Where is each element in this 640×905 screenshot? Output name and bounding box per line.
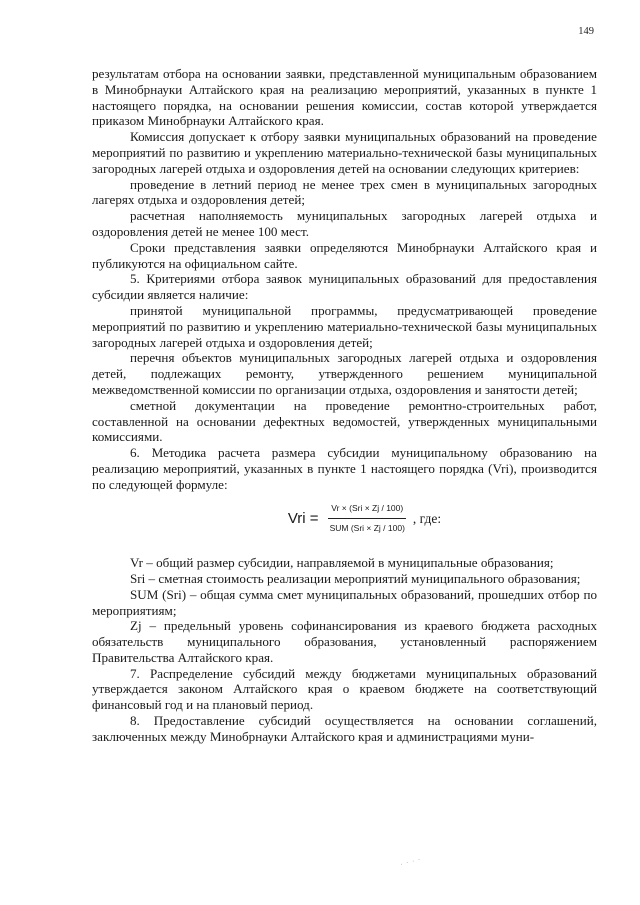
paragraph: 8. Предоставление субсидий осуществляется на основании соглашений, заключенных между Минобрнауки Алтайского края и администрациями муни-: [92, 713, 597, 744]
paragraph: 6. Методика расчета размера субсидии муниципальному образованию на реализацию мероприятий, указанных в пункте 1 настоящего порядка (Vri), производится по следующей формуле:: [92, 445, 597, 492]
paragraph: сметной документации на проведение ремонтно-строительных работ, составленной на основании дефектных ведомостей, утвержденных муниципальными комиссиями.: [92, 397, 597, 445]
paragraph: 7. Распределение субсидий между бюджетами муниципальных образований утверждается законом Алтайского края о краевом бюджете на соответствующий финансовый год и на плановый период.: [92, 665, 597, 713]
formula: [92, 501, 597, 538]
document-body: [92, 66, 597, 745]
paragraph: принятой муниципальной программы, предусматривающей проведение мероприятий по развитию и укреплению материально-технической базы муниципальных загородных лагерей отдыха и оздоровления детей;: [92, 302, 597, 350]
paragraph: проведение в летний период не менее трех смен в муниципальных загородных лагерях отдыха и оздоровления детей;: [92, 176, 597, 208]
text-block-top: [92, 66, 597, 493]
paragraph: Комиссия допускает к отбору заявки муниципальных образований на проведение мероприятий по развитию и укреплению материально-технической базы муниципальных загородных лагерей отдыха и оздоровления детей на основании следующих критериев:: [92, 129, 597, 176]
paragraph: Sri – сметная стоимость реализации мероприятий муниципального образования;: [130, 570, 581, 586]
paragraph: SUM (Sri) – общая сумма смет муниципальных образований, прошедших отбор по мероприятиям;: [92, 586, 597, 618]
formula-suffix: , где:: [412, 510, 442, 526]
page-number: 149: [578, 26, 594, 37]
text-block-bottom: [92, 555, 597, 745]
formula-numerator: Vr × (Sri × Zj / 100): [328, 501, 406, 520]
paragraph: Vr – общий размер субсидии, направляемой в муниципальные образования;: [130, 555, 554, 571]
paragraph: Сроки представления заявки определяются Минобрнауки Алтайского края и публикуются на официальном сайте.: [92, 239, 597, 271]
paragraph: расчетная наполняемость муниципальных загородных лагерей отдыха и оздоровления детей не менее 100 мест.: [92, 208, 597, 239]
paragraph: перечня объектов муниципальных загородных лагерей отдыха и оздоровления детей, подлежащих ремонту, утвержденного решением муниципальной межведомственной комиссии по организации отдыха, оздоровления и занятости детей;: [92, 350, 597, 397]
formula-fraction: [327, 501, 408, 538]
scan-artifact: · · · ·: [399, 855, 423, 869]
formula-lhs: Vri =: [287, 509, 319, 527]
paragraph: Zj – предельный уровень софинансирования из краевого бюджета расходных обязательств муниципального образования, установленный распоряжением Правительства Алтайского края.: [92, 618, 597, 665]
formula-denominator: SUM (Sri × Zj / 100): [329, 523, 405, 534]
paragraph: 5. Критериями отбора заявок муниципальных образований для предоставления субсидии является наличие:: [92, 271, 597, 303]
paragraph: результатам отбора на основании заявки, представленной муниципальным образованием в Минобрнауки Алтайского края на реализацию мероприятий, указанных в пункте 1 настоящего порядка, на основании решения комиссии, состав которой утверждается приказом Минобрнауки Алтайского края.: [92, 66, 597, 129]
